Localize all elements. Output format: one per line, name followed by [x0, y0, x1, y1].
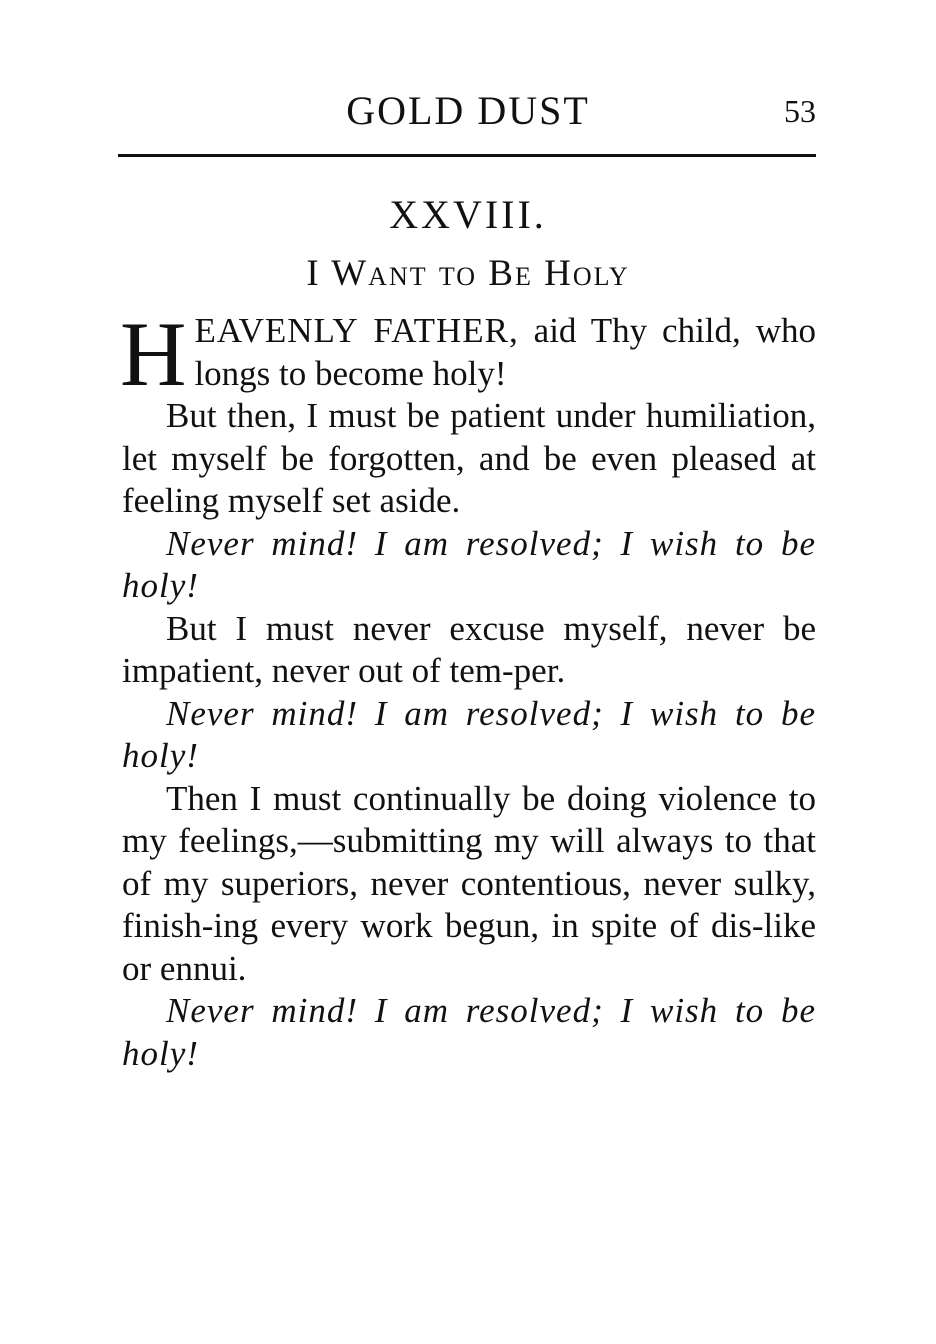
chapter-title: I Want to Be Holy: [306, 253, 630, 294]
refrain-1: Never mind! I am resolved; I wish to be holy!: [122, 523, 816, 605]
header-rule: [118, 154, 816, 157]
opening-caps: EAVENLY FATHER,: [194, 311, 519, 350]
paragraph-1-text: aid Thy child, who longs to become holy!: [194, 311, 816, 393]
paragraph-1: [120, 303, 816, 405]
refrain-2: Never mind! I am resolved; I wish to be holy!: [122, 693, 816, 775]
drop-cap: H: [120, 303, 187, 405]
chapter-number: XXVIII.: [389, 192, 547, 237]
paragraph-3: But I must never excuse myself, never be impatient, never out of tem-per.: [122, 608, 816, 690]
paragraph-2: But then, I must be patient under humiliation, let myself be forgotten, and be even pleased at feeling myself set aside.: [122, 396, 816, 520]
running-title: GOLD DUST: [346, 88, 590, 133]
page-number: 53: [784, 93, 816, 129]
running-head: [120, 86, 816, 136]
paragraph-4: Then I must continually be doing violence to my feelings,—submitting my will always to that of my superiors, never contentious, never sulky, finish-ing every work begun, in spite of dis-like or ennui.: [122, 778, 816, 988]
refrain-3: Never mind! I am resolved; I wish to be holy!: [122, 991, 816, 1073]
body-text: [120, 303, 816, 1075]
